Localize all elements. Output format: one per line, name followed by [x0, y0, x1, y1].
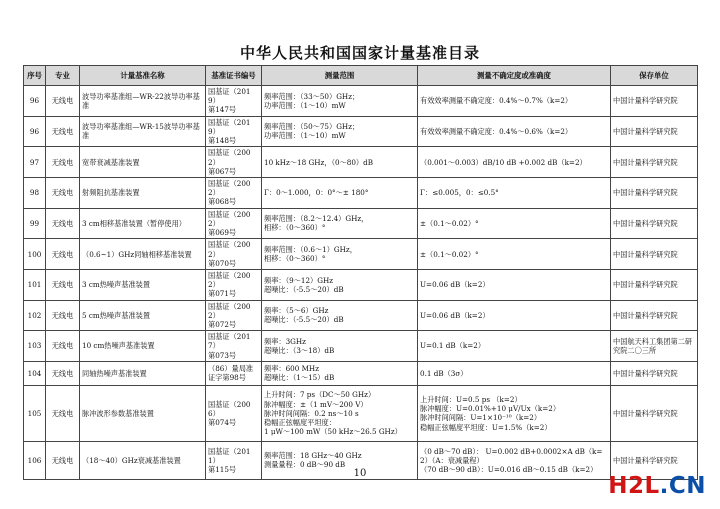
cell-range: 频率：3GHz 超噪比：（3～18）dB [262, 331, 418, 362]
cell-field: 无线电 [46, 116, 80, 147]
cell-field: 无线电 [46, 300, 80, 331]
cell-serial: 97 [24, 147, 46, 178]
cell-field: 无线电 [46, 177, 80, 208]
cell-unit: 中国计量科学研究院 [611, 177, 698, 208]
cell-unit: 中国计量科学研究院 [611, 147, 698, 178]
cell-range: 频率范围：（0.6～1）GHz， 相移：（0～360）° [262, 239, 418, 270]
cell-uncertainty: U=0.06 dB（k=2） [418, 269, 611, 300]
cell-name: 波导功率基准组—WR-15波导功率基准 [80, 116, 206, 147]
table-row [24, 361, 698, 385]
table-body [24, 86, 698, 480]
table-row [24, 147, 698, 178]
cell-name: 3 cm相移基准装置（暂停使用） [80, 208, 206, 239]
cell-field: 无线电 [46, 361, 80, 385]
table-row [24, 177, 698, 208]
page-number: 10 [353, 468, 367, 479]
cell-uncertainty: U=0.06 dB（k=2） [418, 300, 611, 331]
table-row [24, 116, 698, 147]
cell-serial: 101 [24, 269, 46, 300]
cell-field: 无线电 [46, 441, 80, 479]
cell-name: 同轴热噪声基准装置 [80, 361, 206, 385]
table-row [24, 86, 698, 117]
table-row [24, 208, 698, 239]
cell-range: 频率：（9～12）GHz 超噪比：（-5.5～20）dB [262, 269, 418, 300]
cell-serial: 98 [24, 177, 46, 208]
cell-serial: 100 [24, 239, 46, 270]
header-range: 测量范围 [262, 66, 418, 86]
cell-name: 10 cm热噪声基准装置 [80, 331, 206, 362]
header-uncertainty: 测量不确定度或准确度 [418, 66, 611, 86]
cell-unit: 中国计量科学研究院 [611, 441, 698, 479]
cell-range: 频率范围：（8.2～12.4）GHz， 相移：（0～360）° [262, 208, 418, 239]
table-header-row [24, 66, 698, 86]
cell-uncertainty: U=0.1 dB（k=2） [418, 331, 611, 362]
page-title: 中华人民共和国国家计量基准目录 [239, 44, 480, 62]
cell-field: 无线电 [46, 86, 80, 117]
cell-unit: 中国计量科学研究院 [611, 385, 698, 441]
cell-unit: 中国计量科学研究院 [611, 208, 698, 239]
cell-uncertainty: ±（0.1～0.02）° [418, 239, 611, 270]
header-name: 计量基准名称 [80, 66, 206, 86]
cell-cert: 国基证（2002） 第069号 [206, 208, 262, 239]
cell-field: 无线电 [46, 385, 80, 441]
cell-uncertainty: ±（0.1～0.02）° [418, 208, 611, 239]
cell-cert: 国基证（2006） 第074号 [206, 385, 262, 441]
cell-unit: 中国计量科学研究院 [611, 300, 698, 331]
table-row [24, 331, 698, 362]
cell-unit: 中国计量科学研究院 [611, 269, 698, 300]
cell-unit: 中国计量科学研究院 [611, 239, 698, 270]
cell-range: 频率范围：（33～50）GHz； 功率范围：（1～10）mW [262, 86, 418, 117]
cell-name: 5 cm热噪声基准装置 [80, 300, 206, 331]
cell-range: 上升时间：7 ps（DC～50 GHz） 脉冲幅度：±（1 mV～200 V） 脉冲时间间隔：0.2 ns～10 s 稳幅正弦幅度平坦度： 1 μW～100 mW（50 kHz～26.5 GHz） [262, 385, 418, 441]
cell-cert: 国基证（2002） 第071号 [206, 269, 262, 300]
cell-unit: 中国航天科工集团第二研究院二〇三所 [611, 331, 698, 362]
cell-name: 脉冲波形参数基准装置 [80, 385, 206, 441]
cell-uncertainty: （0 dB～70 dB）： U=0.002 dB+0.0002×A dB（k=2）（A：衰减量程） （70 dB～90 dB）：U=0.016 dB～0.15 dB（k=2） [418, 441, 611, 479]
cell-field: 无线电 [46, 208, 80, 239]
cell-name: （18～40）GHz衰减基准装置 [80, 441, 206, 479]
table-row [24, 239, 698, 270]
cell-uncertainty: 上升时间：U=0.5 ps （k=2） 脉冲幅度：U=0.01%+10 μV/Ux（k=2） 脉冲时间间隔：U=1×10⁻¹⁰（k=2） 稳幅正弦幅度平坦度：U=1.5%（k=2） [418, 385, 611, 441]
cell-cert: 国基证（2017） 第073号 [206, 331, 262, 362]
cell-range: 频率：600 MHz 超噪比：（1～15）dB [262, 361, 418, 385]
cell-name: 波导功率基准组—WR-22波导功率基准 [80, 86, 206, 117]
cell-uncertainty: 有效效率测量不确定度：0.4%～0.6%（k=2） [418, 116, 611, 147]
header-field: 专业 [46, 66, 80, 86]
cell-unit: 中国计量科学研究院 [611, 116, 698, 147]
cell-serial: 106 [24, 441, 46, 479]
cell-uncertainty: Γ：≤0.005，0：≤0.5° [418, 177, 611, 208]
cell-range: 10 kHz～18 GHz，（0～80）dB [262, 147, 418, 178]
cell-name: 射频阻抗基准装置 [80, 177, 206, 208]
cell-unit: 中国计量科学研究院 [611, 86, 698, 117]
cell-cert: 国基证（2002） 第072号 [206, 300, 262, 331]
cell-field: 无线电 [46, 239, 80, 270]
cell-uncertainty: （0.001～0.003）dB/10 dB +0.002 dB（k=2） [418, 147, 611, 178]
logo-part-1: H2L [608, 473, 660, 499]
cell-serial: 102 [24, 300, 46, 331]
cell-cert: 国基证（2011） 第115号 [206, 441, 262, 479]
cell-name: 宽带衰减基准装置 [80, 147, 206, 178]
cell-range: 频率范围：18 GHz～40 GHz 测量量程：0 dB～90 dB [262, 441, 418, 479]
cell-serial: 96 [24, 116, 46, 147]
cell-serial: 103 [24, 331, 46, 362]
cell-serial: 105 [24, 385, 46, 441]
table-row [24, 385, 698, 441]
cell-field: 无线电 [46, 269, 80, 300]
logo-part-2: .CN [659, 473, 706, 499]
cell-cert: 国基证（2002） 第067号 [206, 147, 262, 178]
standards-table [23, 65, 698, 480]
cell-serial: 96 [24, 86, 46, 117]
header-unit: 保存单位 [611, 66, 698, 86]
cell-cert: （86）量局准证字第98号 [206, 361, 262, 385]
cell-serial: 104 [24, 361, 46, 385]
cell-cert: 国基证（2019） 第147号 [206, 86, 262, 117]
site-logo [608, 473, 706, 499]
cell-name: 3 cm热噪声基准装置 [80, 269, 206, 300]
cell-range: 频率范围：（50～75）GHz； 功率范围：（1～10）mW [262, 116, 418, 147]
cell-field: 无线电 [46, 147, 80, 178]
cell-serial: 99 [24, 208, 46, 239]
cell-name: （0.6~1）GHz同轴相移基准装置 [80, 239, 206, 270]
table-row [24, 300, 698, 331]
cell-cert: 国基证（2002） 第068号 [206, 177, 262, 208]
cell-uncertainty: 有效效率测量不确定度：0.4%～0.7%（k=2） [418, 86, 611, 117]
header-serial: 序号 [24, 66, 46, 86]
cell-range: Γ：0～1.000，0：0°～± 180° [262, 177, 418, 208]
cell-cert: 国基证（2019） 第148号 [206, 116, 262, 147]
cell-range: 频率：（5～6）GHz 超噪比：（-5.5～20）dB [262, 300, 418, 331]
header-cert: 基准证书编号 [206, 66, 262, 86]
cell-cert: 国基证（2002） 第070号 [206, 239, 262, 270]
cell-field: 无线电 [46, 331, 80, 362]
cell-uncertainty: 0.1 dB（3σ） [418, 361, 611, 385]
table-row [24, 269, 698, 300]
cell-unit: 中国计量科学研究院 [611, 361, 698, 385]
